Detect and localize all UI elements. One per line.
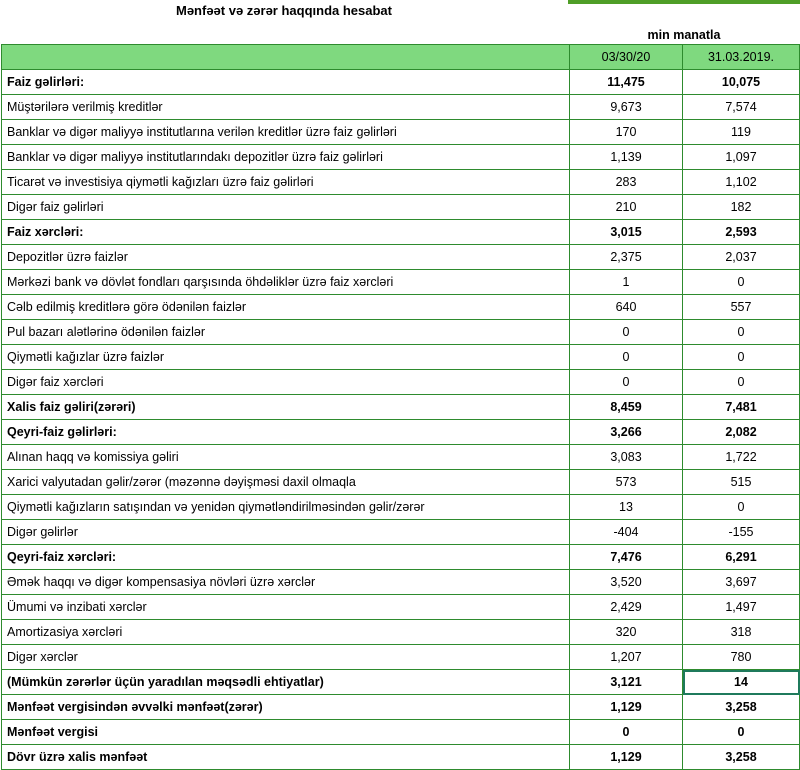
table-row (2, 170, 800, 195)
cell-period-2[interactable]: 0 (683, 270, 800, 295)
cell-period-1[interactable]: 573 (570, 470, 683, 495)
table-row (2, 395, 800, 420)
cell-period-2[interactable]: 10,075 (683, 70, 800, 95)
cell-period-2[interactable]: 0 (683, 345, 800, 370)
cell-period-2[interactable]: 2,037 (683, 245, 800, 270)
table-row (2, 720, 800, 745)
cell-period-1[interactable]: 2,375 (570, 245, 683, 270)
row-label: Qiymətli kağızlar üzrə faizlər (2, 345, 570, 370)
table-row (2, 245, 800, 270)
cell-period-2[interactable]: 1,097 (683, 145, 800, 170)
table-row (2, 95, 800, 120)
table-row (2, 620, 800, 645)
row-label: Qeyri-faiz gəlirləri: (2, 420, 570, 445)
cell-period-2[interactable]: 7,481 (683, 395, 800, 420)
row-label: Xalis faiz gəliri(zərəri) (2, 395, 570, 420)
table-row (2, 670, 800, 695)
cell-period-2[interactable]: 780 (683, 645, 800, 670)
cell-period-1[interactable]: 3,015 (570, 220, 683, 245)
cell-period-2[interactable]: 7,574 (683, 95, 800, 120)
cell-period-1[interactable]: 11,475 (570, 70, 683, 95)
cell-period-1[interactable]: 1,129 (570, 695, 683, 720)
cell-period-2[interactable]: 1,102 (683, 170, 800, 195)
cell-period-1[interactable]: 0 (570, 345, 683, 370)
column-header-period-2: 31.03.2019. (683, 45, 800, 70)
row-label: Banklar və digər maliyyə institutlarındakı depozitlər üzrə faiz gəlirləri (2, 145, 570, 170)
cell-period-1[interactable]: 8,459 (570, 395, 683, 420)
row-label: Digər faiz gəlirləri (2, 195, 570, 220)
cell-period-2[interactable]: 1,497 (683, 595, 800, 620)
cell-period-2[interactable]: 3,697 (683, 570, 800, 595)
cell-period-1[interactable]: 3,083 (570, 445, 683, 470)
cell-period-1[interactable]: 320 (570, 620, 683, 645)
row-label: Ümumi və inzibati xərclər (2, 595, 570, 620)
cell-period-1[interactable]: 1 (570, 270, 683, 295)
cell-period-2[interactable]: 182 (683, 195, 800, 220)
cell-period-2[interactable]: 14 (683, 670, 800, 695)
row-label: Faiz xərcləri: (2, 220, 570, 245)
cell-period-1[interactable]: 3,121 (570, 670, 683, 695)
table-row (2, 220, 800, 245)
cell-period-2[interactable]: 119 (683, 120, 800, 145)
cell-period-1[interactable]: 0 (570, 370, 683, 395)
table-header-row (2, 45, 800, 70)
table-row (2, 495, 800, 520)
cell-period-1[interactable]: 0 (570, 320, 683, 345)
cell-period-1[interactable]: 1,129 (570, 745, 683, 770)
table-row (2, 295, 800, 320)
row-label: Qiymətli kağızların satışından və yenidən qiymətləndirilməsindən gəlir/zərər (2, 495, 570, 520)
table-row (2, 545, 800, 570)
table-row (2, 120, 800, 145)
cell-period-1[interactable]: 0 (570, 720, 683, 745)
cell-period-1[interactable]: 2,429 (570, 595, 683, 620)
row-label: Digər gəlirlər (2, 520, 570, 545)
cell-period-1[interactable]: 3,520 (570, 570, 683, 595)
cell-period-1[interactable]: 640 (570, 295, 683, 320)
row-label: Qeyri-faiz xərcləri: (2, 545, 570, 570)
row-label: Ticarət və investisiya qiymətli kağızları üzrə faiz gəlirləri (2, 170, 570, 195)
cell-period-1[interactable]: 210 (570, 195, 683, 220)
cell-period-2[interactable]: 0 (683, 320, 800, 345)
page-title: Mənfəət və zərər haqqında hesabat (175, 3, 392, 18)
table-row (2, 745, 800, 770)
row-label: Digər xərclər (2, 645, 570, 670)
column-header-period-1: 03/30/20 (570, 45, 683, 70)
cell-period-1[interactable]: 9,673 (570, 95, 683, 120)
row-label: Mənfəət vergisindən əvvəlki mənfəət(zərər) (2, 695, 570, 720)
units-row (0, 22, 800, 44)
row-label: Dövr üzrə xalis mənfəət (2, 745, 570, 770)
cell-period-2[interactable]: 515 (683, 470, 800, 495)
row-label: Faiz gəlirləri: (2, 70, 570, 95)
row-label: Digər faiz xərcləri (2, 370, 570, 395)
cell-period-2[interactable]: 1,722 (683, 445, 800, 470)
table-row (2, 645, 800, 670)
cell-period-1[interactable]: 1,139 (570, 145, 683, 170)
table-row (2, 345, 800, 370)
title-row (0, 0, 800, 22)
row-label: Alınan haqq və komissiya gəliri (2, 445, 570, 470)
column-header-label (2, 45, 570, 70)
row-label: (Mümkün zərərlər üçün yaradılan məqsədli ehtiyatlar) (2, 670, 570, 695)
row-label: Xarici valyutadan gəlir/zərər (məzənnə dəyişməsi daxil olmaqla (2, 470, 570, 495)
table-row (2, 195, 800, 220)
cell-period-1[interactable]: 1,207 (570, 645, 683, 670)
cell-period-1[interactable]: -404 (570, 520, 683, 545)
cell-period-2[interactable]: 3,258 (683, 695, 800, 720)
cell-period-2[interactable]: 318 (683, 620, 800, 645)
table-row (2, 595, 800, 620)
row-label: Amortizasiya xərcləri (2, 620, 570, 645)
table-row (2, 370, 800, 395)
cell-period-1[interactable]: 13 (570, 495, 683, 520)
cell-period-1[interactable]: 3,266 (570, 420, 683, 445)
cell-period-2[interactable]: 3,258 (683, 745, 800, 770)
profit-loss-table (1, 44, 800, 770)
row-label: Depozitlər üzrə faizlər (2, 245, 570, 270)
table-body (2, 70, 800, 770)
row-label: Müştərilərə verilmiş kreditlər (2, 95, 570, 120)
cell-period-2[interactable]: 2,593 (683, 220, 800, 245)
table-row (2, 470, 800, 495)
cell-period-1[interactable]: 283 (570, 170, 683, 195)
units-label: min manatla (647, 28, 721, 42)
cell-period-1[interactable]: 7,476 (570, 545, 683, 570)
row-label: Əmək haqqı və digər kompensasiya növləri üzrə xərclər (2, 570, 570, 595)
row-label: Pul bazarı alətlərinə ödənilən faizlər (2, 320, 570, 345)
row-label: Banklar və digər maliyyə institutlarına verilən kreditlər üzrə faiz gəlirləri (2, 120, 570, 145)
table-row (2, 70, 800, 95)
table-row (2, 695, 800, 720)
cell-period-2[interactable]: 6,291 (683, 545, 800, 570)
table-row (2, 320, 800, 345)
table-row (2, 145, 800, 170)
table-row (2, 570, 800, 595)
cell-period-2[interactable]: 2,082 (683, 420, 800, 445)
cell-period-1[interactable]: 170 (570, 120, 683, 145)
cell-period-2[interactable]: 0 (683, 720, 800, 745)
table-row (2, 445, 800, 470)
row-label: Cəlb edilmiş kreditlərə görə ödənilən faizlər (2, 295, 570, 320)
table-row (2, 520, 800, 545)
cell-period-2[interactable]: 557 (683, 295, 800, 320)
table-row (2, 420, 800, 445)
accent-rule (568, 0, 800, 10)
cell-period-2[interactable]: -155 (683, 520, 800, 545)
cell-period-2[interactable]: 0 (683, 495, 800, 520)
table-row (2, 270, 800, 295)
row-label: Mərkəzi bank və dövlət fondları qarşısında öhdəliklər üzrə faiz xərcləri (2, 270, 570, 295)
cell-period-2[interactable]: 0 (683, 370, 800, 395)
row-label: Mənfəət vergisi (2, 720, 570, 745)
